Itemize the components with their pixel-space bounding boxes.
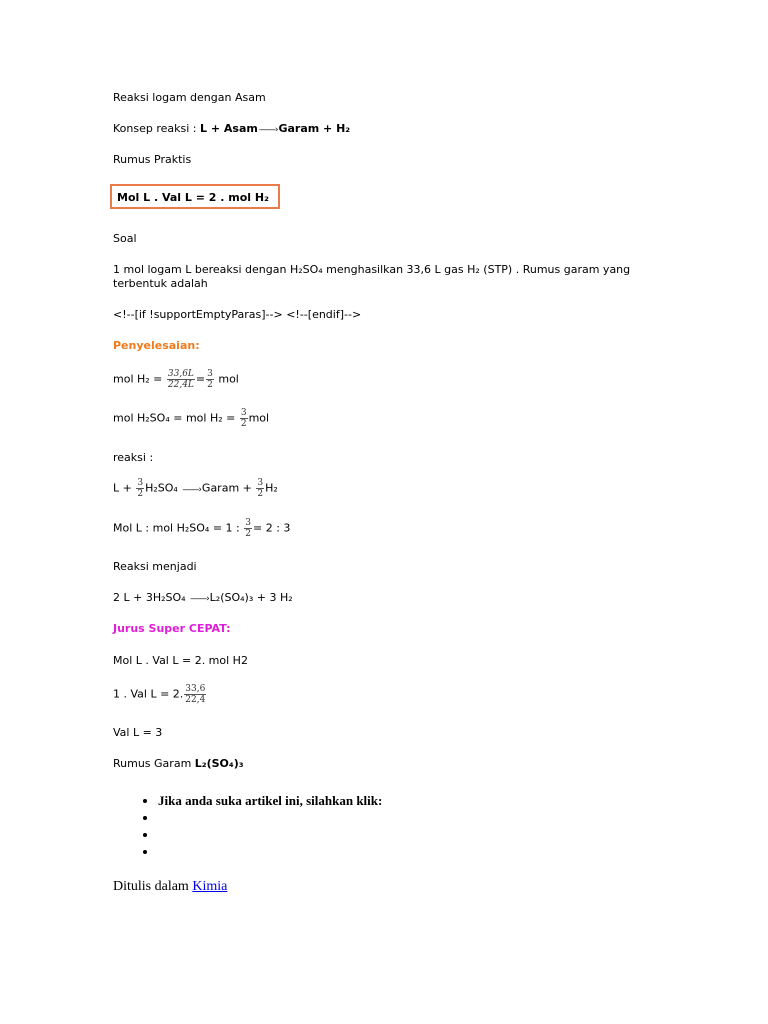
html-comment-line: <!--[if !supportEmptyParas]--> <!--[endif]-->	[113, 308, 362, 321]
fraction	[256, 478, 264, 499]
fraction-numerator: 3	[257, 478, 264, 488]
fraction	[167, 369, 195, 390]
fraction-numerator: 3	[245, 518, 251, 528]
jurus-line2-prefix: 1 . Val L = 2.	[113, 687, 184, 701]
fraction-denominator: 2	[257, 489, 264, 499]
list-item	[158, 826, 382, 843]
reaksi-menjadi-rhs: L₂(SO₄)₃ + 3 H₂	[209, 591, 293, 604]
share-list	[113, 792, 382, 860]
ratio-suffix: = 2 : 3	[252, 521, 291, 535]
konsep-reaksi-line	[113, 122, 350, 137]
penyelesaian-heading: Penyelesaian:	[113, 339, 200, 352]
mol-h2-line	[113, 369, 239, 390]
jurus-line2	[113, 684, 207, 705]
rumus-praktis-formula: Mol L . Val L = 2 . mol H₂	[117, 191, 269, 204]
reaksi-menjadi-label: Reaksi menjadi	[113, 560, 197, 573]
reaksi-menjadi-lhs: 2 L + 3H₂SO₄	[113, 591, 190, 604]
fraction-numerator: 33,6L	[167, 369, 194, 379]
fraction-numerator: 33,6	[185, 684, 206, 694]
fraction-denominator: 2	[240, 419, 247, 429]
list-item	[158, 843, 382, 860]
reaksi-menjadi-equation	[113, 591, 293, 606]
arrow-icon: ——›	[190, 594, 209, 604]
list-item: • Jika anda suka artikel ini, silahkan klik:	[158, 792, 382, 809]
fraction-denominator: 2	[207, 380, 213, 390]
reaksi-part2: H₂SO₄	[145, 481, 182, 495]
fraction	[184, 684, 206, 705]
reaksi-part1: L +	[113, 481, 136, 495]
mol-h2-suffix: mol	[214, 372, 239, 386]
mol-h2-prefix: mol H₂ =	[113, 372, 166, 386]
jurus-heading: Jurus Super CEPAT:	[113, 622, 231, 635]
fraction-denominator: 2	[137, 489, 144, 499]
konsep-rhs: Garam + H₂	[278, 122, 351, 135]
jurus-line1: Mol L . Val L = 2. mol H2	[113, 654, 248, 667]
ratio-line	[113, 518, 290, 539]
fraction-denominator: 22,4L	[167, 380, 194, 390]
fraction-denominator: 2	[245, 529, 251, 539]
rumus-garam-formula: L₂(SO₄)₃	[194, 757, 244, 770]
fraction-numerator: 3	[240, 408, 247, 418]
rumus-praktis-box	[110, 184, 280, 209]
reaksi-part4: H₂	[265, 481, 278, 495]
rumus-praktis-label: Rumus Praktis	[113, 153, 192, 166]
heading-reaksi-logam: Reaksi logam dengan Asam	[113, 91, 266, 104]
rumus-garam-prefix: Rumus Garam	[113, 757, 195, 770]
ratio-prefix: Mol L : mol H₂SO₄ = 1 :	[113, 521, 244, 535]
soal-label: Soal	[113, 232, 137, 245]
val-l-line: Val L = 3	[113, 726, 163, 739]
footer-category	[113, 879, 227, 895]
fraction	[206, 369, 214, 390]
reaksi-part3: Garam +	[201, 481, 256, 495]
footer-prefix: Ditulis dalam	[113, 879, 193, 894]
konsep-label: Konsep reaksi :	[113, 122, 200, 135]
fraction-numerator: 3	[207, 369, 213, 379]
mol-h2so4-line	[113, 408, 269, 429]
equals-sign: =	[195, 372, 206, 386]
category-link[interactable]: Kimia	[192, 879, 228, 894]
rumus-garam-line	[113, 757, 244, 771]
soal-text-line1: 1 mol logam L bereaksi dengan H₂SO₄ menghasilkan 33,6 L gas H₂ (STP) . Rumus garam yang	[113, 263, 631, 276]
mol-h2so4-prefix: mol H₂SO₄ = mol H₂ =	[113, 411, 239, 425]
fraction	[244, 518, 252, 539]
arrow-icon: ——›	[182, 484, 201, 495]
reaksi-equation	[113, 478, 278, 500]
soal-text-line2: terbentuk adalah	[113, 277, 208, 290]
reaksi-label: reaksi :	[113, 451, 154, 464]
fraction	[240, 408, 248, 429]
fraction-numerator: 3	[137, 478, 144, 488]
fraction-denominator: 22,4	[185, 695, 206, 705]
arrow-icon: ——›	[258, 125, 278, 135]
konsep-lhs: L + Asam	[200, 122, 258, 135]
fraction	[136, 478, 144, 499]
mol-h2so4-suffix: mol	[248, 411, 270, 425]
list-item	[158, 809, 382, 826]
